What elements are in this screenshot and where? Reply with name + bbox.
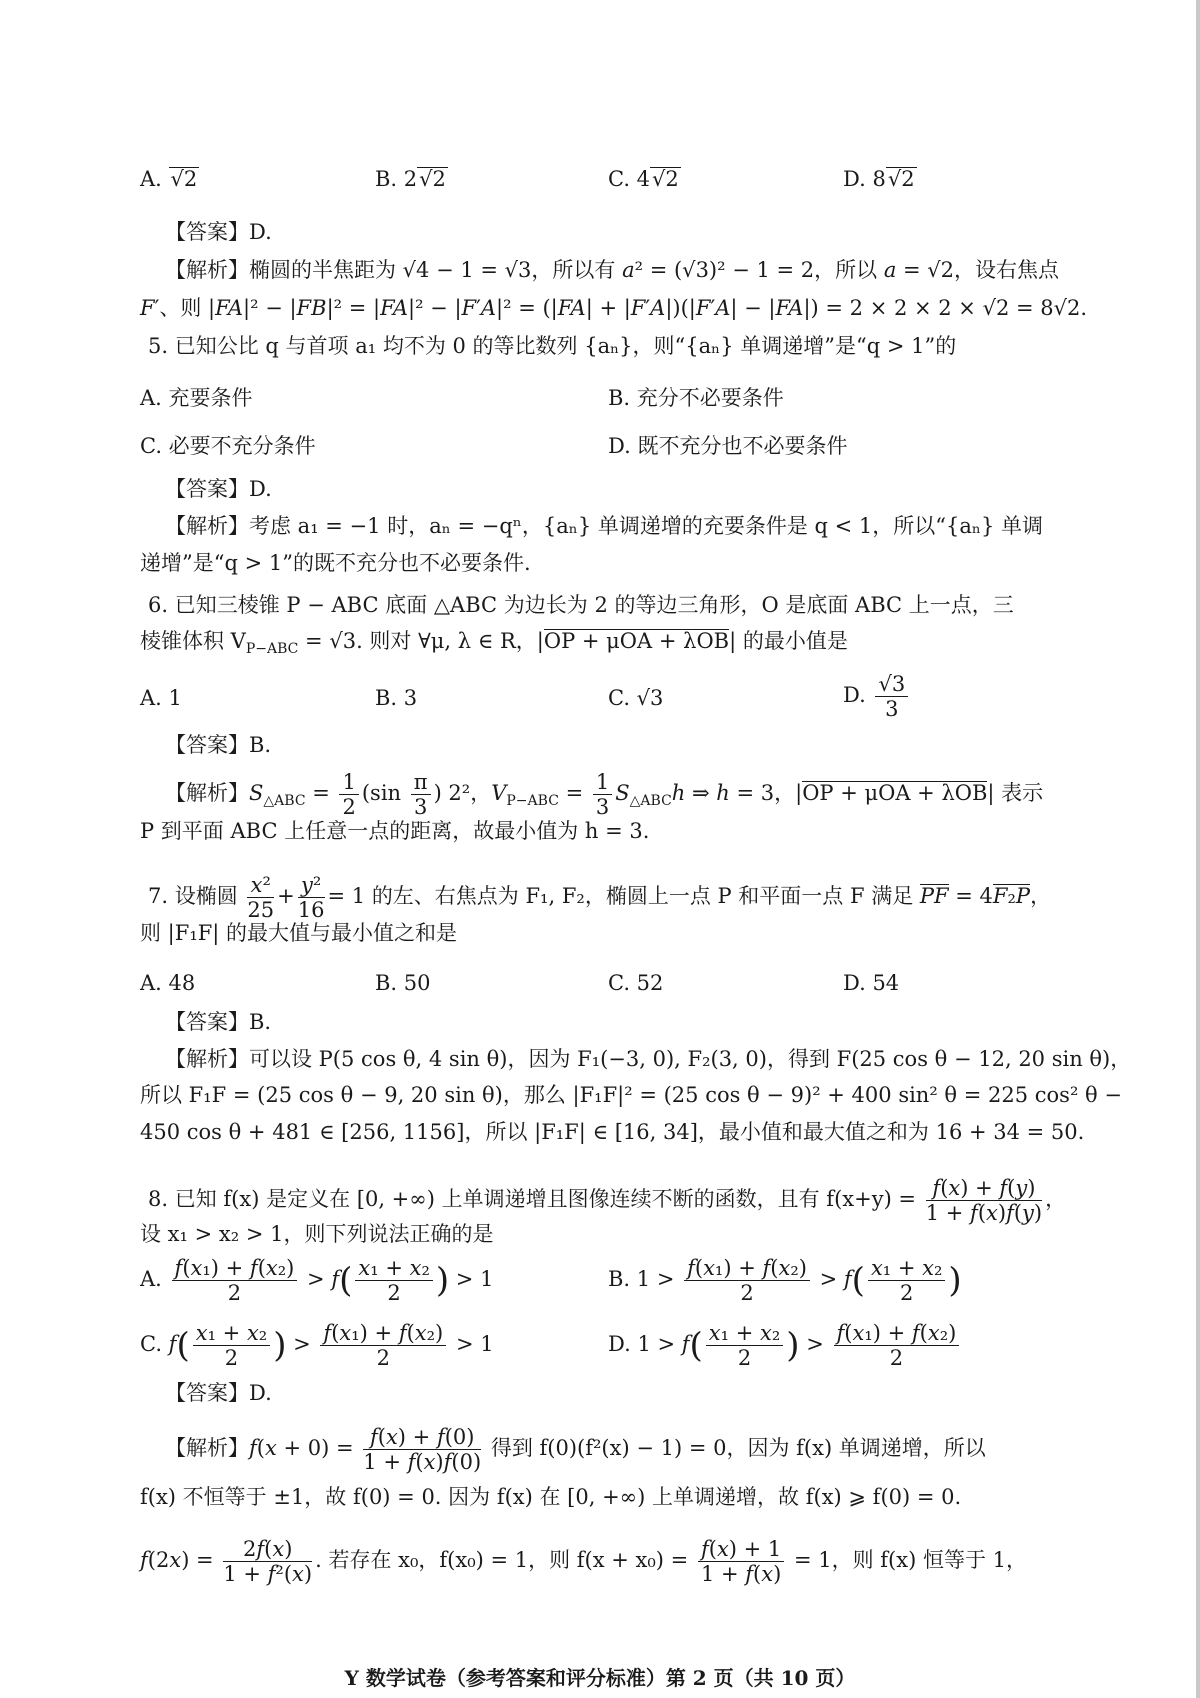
q6-option-c: C. √3	[608, 686, 664, 710]
page-edge	[1196, 0, 1200, 1698]
q8-answer: 【答案】D.	[165, 1381, 272, 1405]
q7-option-b: B. 50	[375, 971, 431, 995]
q8-stem-line-2: 设 x₁ > x₂ > 1，则下列说法正确的是	[140, 1222, 494, 1246]
q7-analysis-line-3: 450 cos θ + 481 ∈ [256, 1156]，所以 |F₁F| ∈ [16, 34]，最小值和最大值之和为 16 + 34 = 50.	[140, 1120, 1085, 1144]
q7-answer: 【答案】B.	[165, 1010, 272, 1034]
q7-option-c: C. 52	[608, 971, 664, 995]
q4-option-b: B. 2√2	[375, 167, 446, 191]
q7-analysis-line-1: 【解析】可以设 P(5 cos θ, 4 sin θ)，因为 F₁(−3, 0), F₂(3, 0)，得到 F(25 cos θ − 12, 20 sin θ)，	[165, 1047, 1132, 1071]
q8-stem-line-1: 8. 已知 f(x) 是定义在 [0, +∞) 上单调递增且图像连续不断的函数，且有 f(x+y) = $\frac{f(x) + f(y)}{1 + f(x)f(y)}$ ，	[148, 1176, 1067, 1225]
q8-option-d: D. 1 > f( $\frac{\text{x₁ + x₂}}{2}$ ) > $\frac{\text{f(x₁) + f(x₂)}}{2}$	[608, 1321, 962, 1370]
q4-answer: 【答案】D.	[165, 220, 272, 244]
q5-analysis-line-2: 递增”是“q > 1”的既不充分也不必要条件.	[140, 551, 531, 575]
q7-stem-line-2: 则 |F₁F| 的最大值与最小值之和是	[140, 921, 458, 945]
q5-analysis-line-1: 【解析】考虑 a₁ = −1 时，aₙ = −qⁿ，{aₙ} 单调递增的充要条件是 q < 1，所以“{aₙ} 单调	[165, 514, 1044, 538]
q8-option-b: B. 1 > $\frac{\text{f(x₁) + f(x₂)}}{2}$ > f( $\frac{\text{x₁ + x₂}}{2}$ )	[608, 1256, 962, 1305]
q6-stem-line-2: 棱锥体积 $V_{P-ABC} = √3$. 则对 ∀μ, λ ∈ R，|OP + μOA + λOB| 的最小值是	[140, 629, 848, 658]
q8-analysis-line-1: 【解析】f(x + 0) = $\frac{f(x) + f(0)}{1 + f(x)f(0)}$ 得到 f(0)(f²(x) − 1) = 0，因为 f(x) 单调递增，所以	[165, 1425, 986, 1474]
q5-answer: 【答案】D.	[165, 477, 272, 501]
q4-option-a: A. √2	[140, 167, 198, 191]
q6-option-a: A. 1	[140, 686, 182, 710]
q4-analysis-line-1: 【解析】椭圆的半焦距为 √4 − 1 = √3，所以有 a² = (√3)² − 1 = 2，所以 a = √2，设右焦点	[165, 258, 1060, 282]
q4-analysis-line-2: F′、则 |FA|² − |FB|² = |FA|² − |F′A|² = (|FA| + |F′A|)(|F′A| − |FA|) = 2 × 2 × 2 × √2 = 8√2.	[140, 296, 1088, 320]
q5-option-c: C. 必要不充分条件	[140, 434, 316, 458]
q8-option-c: C. f( $\frac{\text{x₁ + x₂}}{2}$ ) > $\frac{\text{f(x₁) + f(x₂)}}{2}$ > 1	[140, 1321, 494, 1370]
q6-option-b: B. 3	[375, 686, 418, 710]
q4-option-c: C. 4√2	[608, 167, 679, 191]
q7-option-a: A. 48	[140, 971, 196, 995]
q4-option-d: D. 8√2	[843, 167, 915, 191]
q6-option-d: D. $\frac{√3}{3}$	[843, 672, 911, 721]
q6-analysis-line-2: P 到平面 ABC 上任意一点的距离，故最小值为 h = 3.	[140, 819, 650, 843]
q7-stem-line-1: 7. 设椭圆 $\frac{\text{x²}}{25}$ + $\frac{\text{y²}}{16}$ = 1 的左、右焦点为 F₁, F₂，椭圆上一点 P 和平面一点 F 满足 PF = 4F₂P，	[148, 873, 1052, 922]
q8-analysis-line-2: f(x) 不恒等于 ±1，故 f(0) = 0. 因为 f(x) 在 [0, +∞) 上单调递增，故 f(x) ⩾ f(0) = 0.	[140, 1485, 962, 1509]
q7-analysis-line-2: 所以 F₁F = (25 cos θ − 9, 20 sin θ)，那么 |F₁F|² = (25 cos θ − 9)² + 400 sin² θ = 225 cos² θ −	[140, 1083, 1122, 1107]
q5-option-d: D. 既不充分也不必要条件	[608, 434, 848, 458]
q5-option-b: B. 充分不必要条件	[608, 386, 784, 410]
page-footer: Y 数学试卷（参考答案和评分标准）第 2 页（共 10 页）	[344, 1666, 856, 1690]
q6-stem-line-1: 6. 已知三棱锥 P − ABC 底面 △ABC 为边长为 2 的等边三角形，O 是底面 ABC 上一点，三	[148, 593, 1014, 617]
q8-option-a: A. $\frac{\text{f(x₁) + f(x₂)}}{2}$ > f( $\frac{\text{x₁ + x₂}}{2}$ ) > 1	[140, 1256, 494, 1305]
q8-analysis-line-3: f(2x) = $\frac{2f(x)}{\text{1 + f²(x)}}$ . 若存在 x₀，f(x₀) = 1，则 f(x + x₀) = $\frac{f(x) + 1}{1 + f(x)}$ = 1，则 f(x) 恒等于 1，	[140, 1537, 1027, 1586]
q6-analysis-line-1: 【解析】$S_{\triangle ABC}$ = $\frac{1}{2}$ (sin $\frac{\pi}{3}$ ) 2²，$V_{P-ABC}$ = $\frac{1}{3}$ $S_{\triangle ABC}h$ ⇒ h = 3，|OP + μOA + λOB| 表示	[165, 770, 1044, 819]
q7-option-d: D. 54	[843, 971, 900, 995]
q5-stem: 5. 已知公比 q 与首项 a₁ 均不为 0 的等比数列 {aₙ}，则“{aₙ} 单调递增”是“q > 1”的	[148, 334, 957, 358]
q5-option-a: A. 充要条件	[140, 386, 253, 410]
q6-answer: 【答案】B.	[165, 733, 272, 757]
